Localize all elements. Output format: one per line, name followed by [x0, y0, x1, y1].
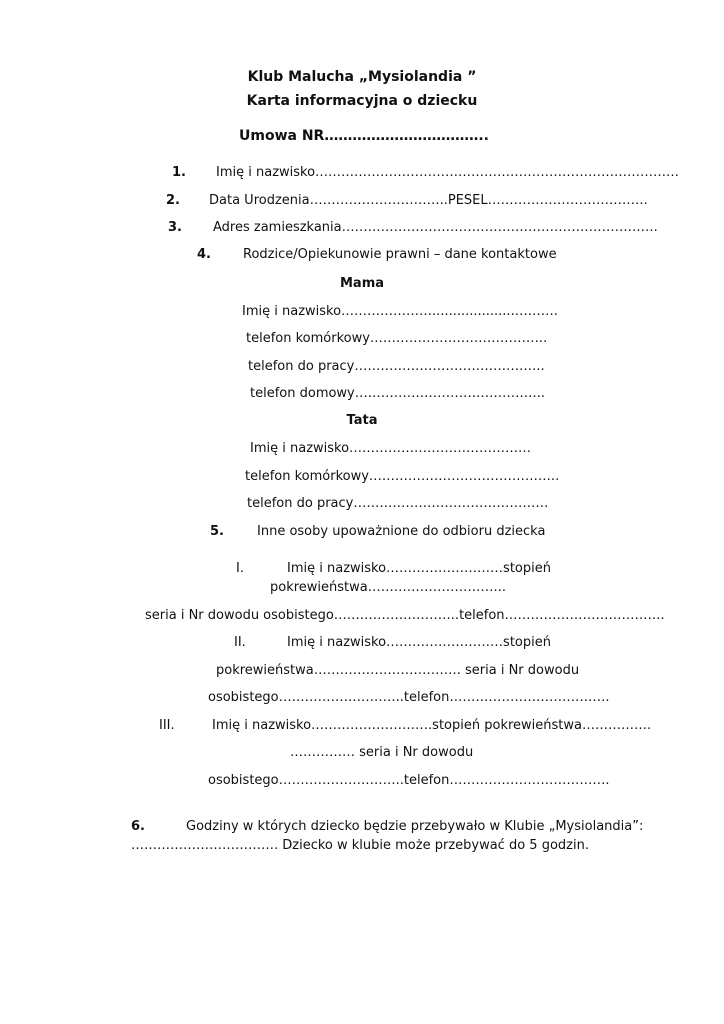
mother-name-field: Imię i nazwisko…………………....................………. — [242, 304, 558, 319]
person-3-name-relation-field: Imię i nazwisko……………………….stopień pokrewieństwa……………. — [212, 718, 652, 733]
person-2-relation-id-field: pokrewieństwa……………………………. seria i Nr dowodu — [216, 663, 580, 678]
contract-number: Umowa NR…………………………….. — [239, 128, 489, 144]
person-2-number: II. — [234, 635, 246, 650]
item-number-4: 4. — [197, 247, 211, 262]
person-3-number: III. — [159, 718, 175, 733]
child-name-field: Imię i nazwisko………………………………………………………………………… — [216, 165, 680, 180]
mother-mobile-field: telefon komórkowy………………………………….. — [246, 331, 548, 346]
item-number-6: 6. — [131, 819, 145, 834]
item-number-5: 5. — [210, 524, 224, 539]
item-number-3: 3. — [168, 220, 182, 235]
parents-heading: Rodzice/Opiekunowie prawni – dane kontaktowe — [243, 247, 557, 262]
person-1-id-phone-field: seria i Nr dowodu osobistego………………………..telefon………………………………. — [145, 608, 665, 623]
person-1-relation-field: pokrewieństwa………………………….. — [270, 580, 507, 595]
father-name-field: Imię i nazwisko…………………………………… — [250, 441, 532, 456]
hours-question: Godziny w których dziecko będzie przebywało w Klubie „Mysiolandia”: — [186, 819, 644, 834]
father-heading: Tata — [346, 413, 378, 428]
address-field: Adres zamieszkania………………………………………………………………. — [213, 220, 658, 235]
authorized-heading: Inne osoby upoważnione do odbioru dziecka — [257, 524, 546, 539]
item-number-2: 2. — [166, 193, 180, 208]
person-1-name-relation-field: Imię i nazwisko………………………stopień — [287, 561, 551, 576]
hours-field: ……………………………. Dziecko w klubie może przebywać do 5 godzin. — [131, 838, 589, 853]
person-2-name-relation-field: Imię i nazwisko………………………stopień — [287, 635, 551, 650]
person-2-id-phone-field: osobistego………………………..telefon………………………………. — [208, 690, 610, 705]
club-name: Klub Malucha „Mysiolandia ” — [247, 69, 477, 85]
father-work-phone-field: telefon do pracy……………………………………… — [247, 496, 549, 511]
item-number-1: 1. — [172, 165, 186, 180]
person-3-id-phone-field: osobistego………………………..telefon………………………………. — [208, 773, 610, 788]
person-3-relation-id-field: …………… seria i Nr dowodu — [290, 745, 474, 760]
document-title: Karta informacyjna o dziecku — [246, 93, 478, 109]
person-1-number: I. — [236, 561, 244, 576]
mother-work-phone-field: telefon do pracy…………………………………….. — [248, 359, 545, 374]
mother-heading: Mama — [339, 276, 385, 291]
birth-date-pesel-field: Data Urodzenia…………………………..PESEL………………………………. — [209, 193, 648, 208]
father-mobile-field: telefon komórkowy…………………………………….. — [245, 469, 560, 484]
mother-home-phone-field: telefon domowy…………………………………….. — [250, 386, 546, 401]
